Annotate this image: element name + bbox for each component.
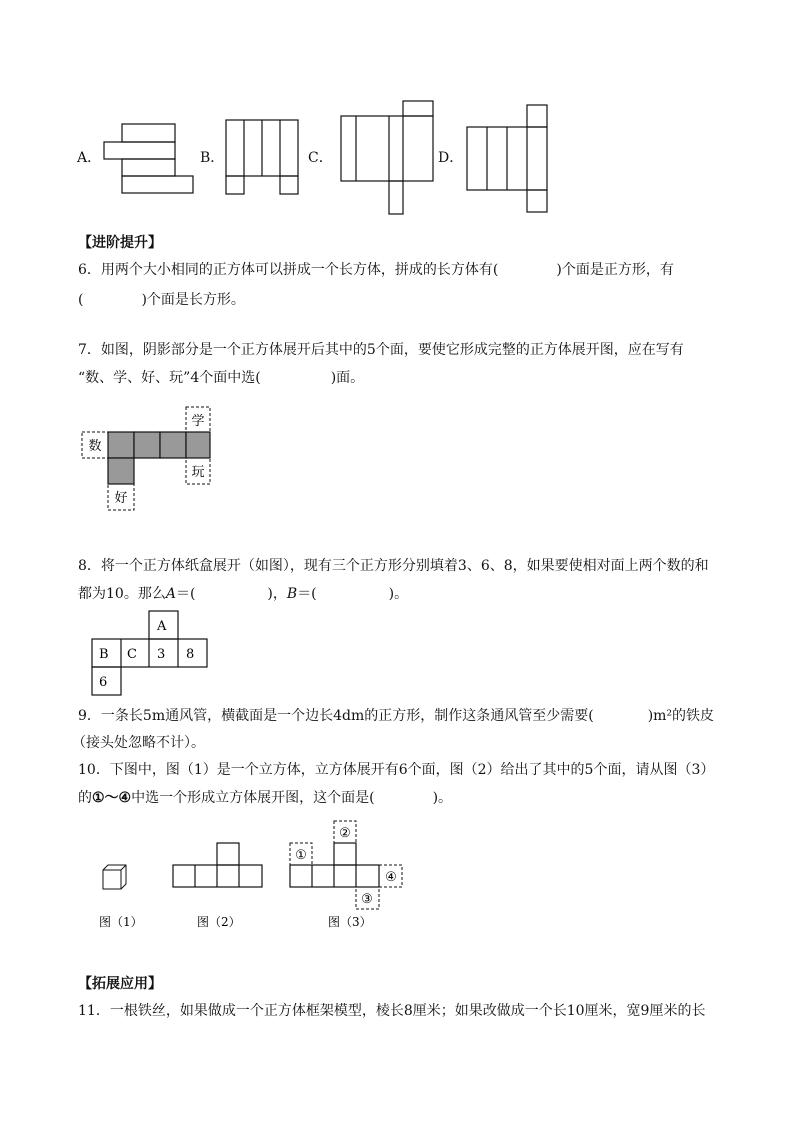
marker-2: ②: [339, 826, 351, 841]
cell-three: 3: [157, 647, 166, 662]
question-7-line-2: “数、学、好、玩”4个面中选( )面。: [78, 370, 365, 386]
option-a-label: A．: [77, 150, 102, 166]
cell-eight: 8: [186, 647, 195, 662]
section-heading-extended: 【拓展应用】: [78, 976, 162, 992]
cell-a: A: [157, 619, 167, 634]
question-9-line-1: 9．一条长5m通风管，横截面是一个边长4dm的正方形，制作这条通风管至少需要( )m²的铁皮: [78, 708, 715, 724]
label-wan: 玩: [191, 465, 205, 480]
section-heading-advanced: 【进阶提升】: [78, 235, 162, 251]
question-6-line-1: 6．用两个大小相同的正方体可以拼成一个长方体，拼成的长方体有( )个面是正方形，有: [78, 262, 674, 278]
option-c-label: C．: [308, 150, 333, 166]
cell-b: B: [99, 647, 109, 662]
option-b-label: B．: [200, 150, 225, 166]
caption-fig-1: 图（1）: [99, 915, 143, 929]
question-6-line-2: ( )个面是长方形。: [78, 292, 245, 308]
option-d-label: D．: [438, 150, 464, 166]
marker-1: ①: [295, 848, 307, 863]
net-figure-2: [173, 843, 262, 887]
caption-fig-3: 图（3）: [328, 915, 372, 929]
label-shu: 数: [88, 439, 102, 454]
marker-4: ④: [385, 870, 397, 885]
cube-icon: [103, 865, 126, 889]
marker-3: ③: [361, 892, 373, 907]
question-11-line-1: 11．一根铁丝，如果做成一个正方体框架模型，棱长8厘米；如果改做成一个长10厘米，宽9厘米的长: [78, 1003, 706, 1019]
cell-c: C: [127, 647, 137, 662]
question-8-line-1: 8．将一个正方体纸盒展开（如图），现有三个正方形分别填着3、6、8，如果要使相对面上两个数的和: [78, 558, 709, 574]
cell-six: 6: [99, 675, 108, 690]
question-7-line-1: 7．如图，阴影部分是一个正方体展开后其中的5个面，要使它形成完整的正方体展开图，应在写有: [78, 342, 684, 358]
caption-fig-2: 图（2）: [197, 915, 241, 929]
question-9-line-2: （接头处忽略不计）。: [72, 735, 205, 751]
question-8-line-2: 都为10。那么A＝( )，B＝( )。: [78, 586, 409, 602]
label-xue: 学: [191, 414, 205, 429]
label-hao: 好: [114, 491, 128, 506]
question-10-line-1: 10．下图中，图（1）是一个立方体，立方体展开有6个面，图（2）给出了其中的5个面，请从图（3）: [78, 762, 715, 778]
question-10-line-2: 的①～④中选一个形成立方体展开图，这个面是( )。: [78, 790, 453, 806]
